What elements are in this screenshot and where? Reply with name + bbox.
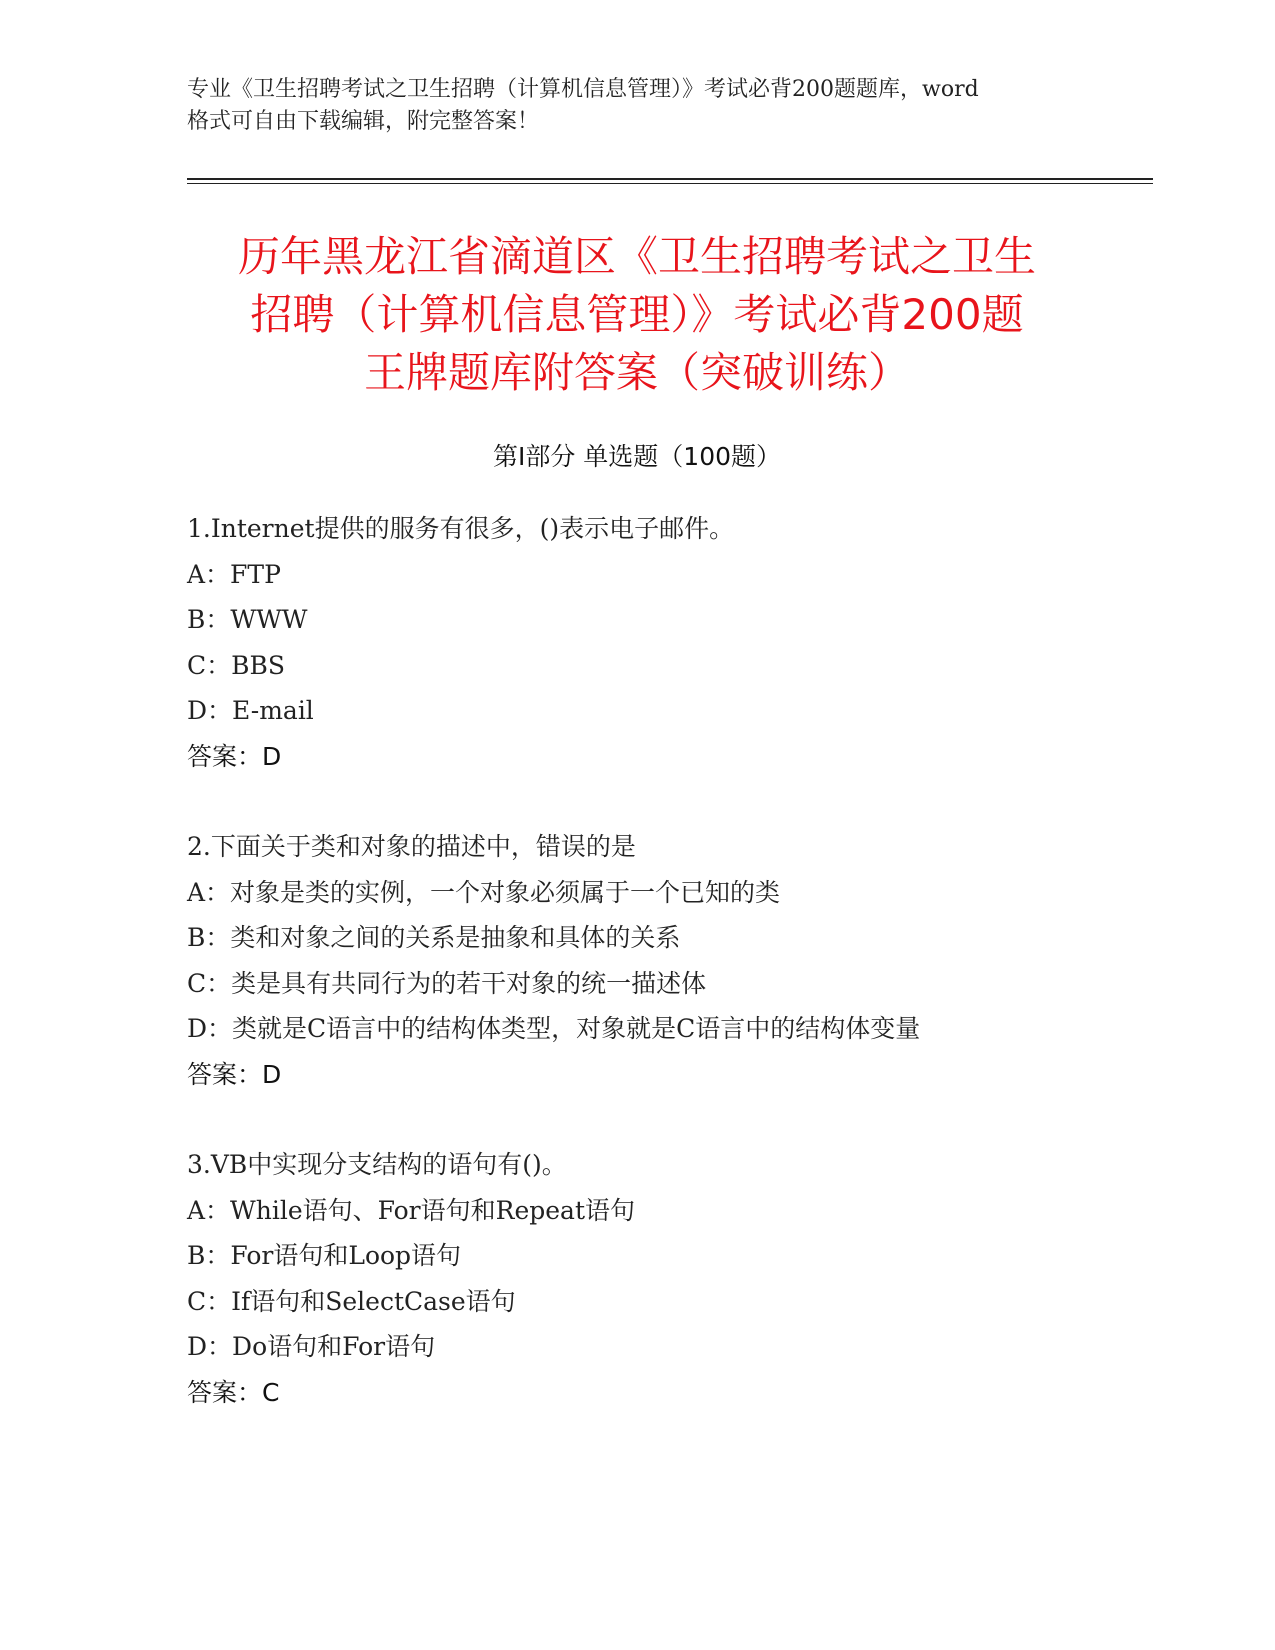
option-b: B：类和对象之间的关系是抽象和具体的关系 xyxy=(187,923,681,952)
option-a: A：While语句、For语句和Repeat语句 xyxy=(187,1195,635,1225)
option-c: C：BBS xyxy=(187,650,285,680)
header-divider-thin xyxy=(187,183,1153,184)
question-stem: 3.VB中实现分支结构的语句有()。 xyxy=(187,1150,567,1179)
option-c: C：类是具有共同行为的若干对象的统一描述体 xyxy=(187,968,707,998)
question-stem: 1.Internet提供的服务有很多，()表示电子邮件。 xyxy=(187,514,735,543)
option-a: A：FTP xyxy=(187,559,281,589)
document-title xyxy=(187,228,1087,402)
header-note xyxy=(187,74,1087,138)
question-block xyxy=(187,1142,1137,1415)
option-b: B：For语句和Loop语句 xyxy=(187,1241,462,1270)
section-heading: 第Ⅰ部分 单选题（100题） xyxy=(492,442,782,471)
option-a: A：对象是类的实例，一个对象必须属于一个已知的类 xyxy=(187,877,781,907)
option-d: D：Do语句和For语句 xyxy=(187,1332,436,1361)
option-d: D：E-mail xyxy=(187,696,314,725)
option-c: C：If语句和SelectCase语句 xyxy=(187,1286,516,1316)
question-block xyxy=(187,824,1137,1097)
title-line-2: 招聘（计算机信息管理）》考试必背200题 xyxy=(250,290,1024,339)
option-d: D：类就是C语言中的结构体类型，对象就是C语言中的结构体变量 xyxy=(187,1014,921,1043)
question-block xyxy=(187,506,1137,779)
question-stem: 2.下面关于类和对象的描述中，错误的是 xyxy=(187,832,636,861)
answer-key: 答案：C xyxy=(187,1377,280,1407)
header-divider-thick xyxy=(187,178,1153,180)
title-line-1: 历年黑龙江省滴道区《卫生招聘考试之卫生 xyxy=(237,232,1036,281)
answer-key: 答案：D xyxy=(187,1059,282,1089)
answer-key: 答案：D xyxy=(187,741,282,771)
title-line-3: 王牌题库附答案（突破训练） xyxy=(363,348,910,397)
option-b: B：WWW xyxy=(187,605,308,634)
header-note-line-2: 格式可自由下载编辑，附完整答案！ xyxy=(187,109,540,134)
header-note-line-1: 专业《卫生招聘考试之卫生招聘（计算机信息管理）》考试必背200题题库，word xyxy=(187,77,979,102)
